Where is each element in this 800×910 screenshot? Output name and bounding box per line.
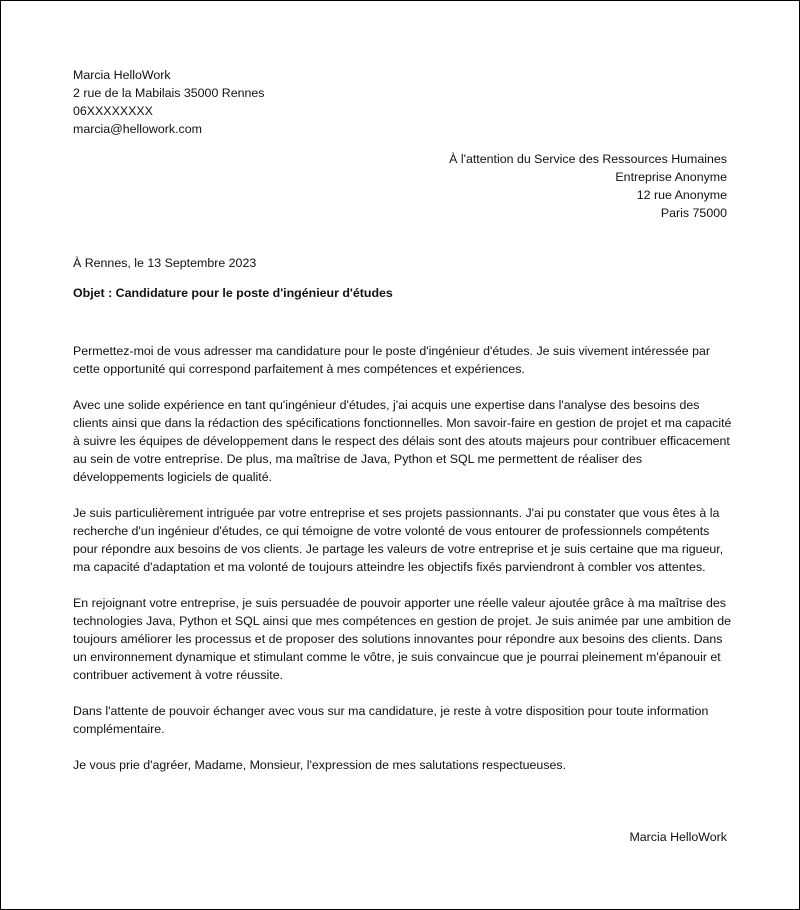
sender-block: [73, 66, 265, 138]
sender-email: marcia@hellowork.com: [73, 122, 202, 136]
signature: Marcia HelloWork: [629, 830, 727, 844]
recipient-block: [449, 150, 727, 222]
recipient-street: 12 rue Anonyme: [636, 188, 727, 202]
body-paragraph: Dans l'attente de pouvoir échanger avec vous sur ma candidature, je reste à votre disposition pour toute information complémentaire.: [73, 704, 709, 736]
subject-line: Objet : Candidature pour le poste d'ingénieur d'études: [73, 286, 393, 300]
body-paragraph: Je suis particulièrement intriguée par votre entreprise et ses projets passionnants. J'ai pu constater que vous êtes à la recherche d'un ingénieur d'études, ce qui témoigne de votre volonté de vous entourer de professionnels compétents pour répondre aux besoins de vos clients. Je partage les valeurs de votre entreprise et je suis certaine que ma rigueur, ma capacité d'adaptation et ma volonté de toujours atteindre les objectifs fixés parviendront à combler vos attentes.: [73, 506, 724, 574]
date-line: À Rennes, le 13 Septembre 2023: [73, 256, 257, 270]
body-paragraph: Permettez-moi de vous adresser ma candidature pour le poste d'ingénieur d'études. Je suis vivement intéressée par cette opportunité qui correspond parfaitement à mes compétences et expériences.: [73, 344, 710, 376]
recipient-attention: À l'attention du Service des Ressources Humaines: [449, 152, 727, 166]
closing-paragraph: Je vous prie d'agréer, Madame, Monsieur, l'expression de mes salutations respectueuses.: [73, 758, 567, 772]
recipient-city: Paris 75000: [660, 206, 727, 220]
recipient-company: Entreprise Anonyme: [615, 170, 727, 184]
sender-phone: 06XXXXXXXX: [73, 104, 153, 118]
body-paragraph: En rejoignant votre entreprise, je suis persuadée de pouvoir apporter une réelle valeur ajoutée grâce à ma maîtrise des technologies Java, Python et SQL ainsi que mes compétences en gestion de projet. Je suis animée par une ambition de toujours améliorer les processus et de proposer des solutions innovantes pour répondre aux besoins des clients. Dans un environnement dynamique et stimulant comme le vôtre, je suis convaincue que je pourrai pleinement m'épanouir et contribuer activement à votre réussite.: [73, 596, 732, 682]
sender-address: 2 rue de la Mabilais 35000 Rennes: [73, 86, 265, 100]
body-paragraph: Avec une solide expérience en tant qu'ingénieur d'études, j'ai acquis une expertise dans l'analyse des besoins des clients ainsi que dans la rédaction des spécifications fonctionnelles. Mon savoir-faire en gestion de projet et ma capacité à suivre les équipes de développement dans le respect des délais sont des atouts majeurs pour contribuer efficacement au sein de votre entreprise. De plus, ma maîtrise de Java, Python et SQL me permettent de réaliser des développements logiciels de qualité.: [73, 398, 732, 484]
sender-name: Marcia HelloWork: [73, 68, 171, 82]
letter-body: [73, 342, 733, 792]
